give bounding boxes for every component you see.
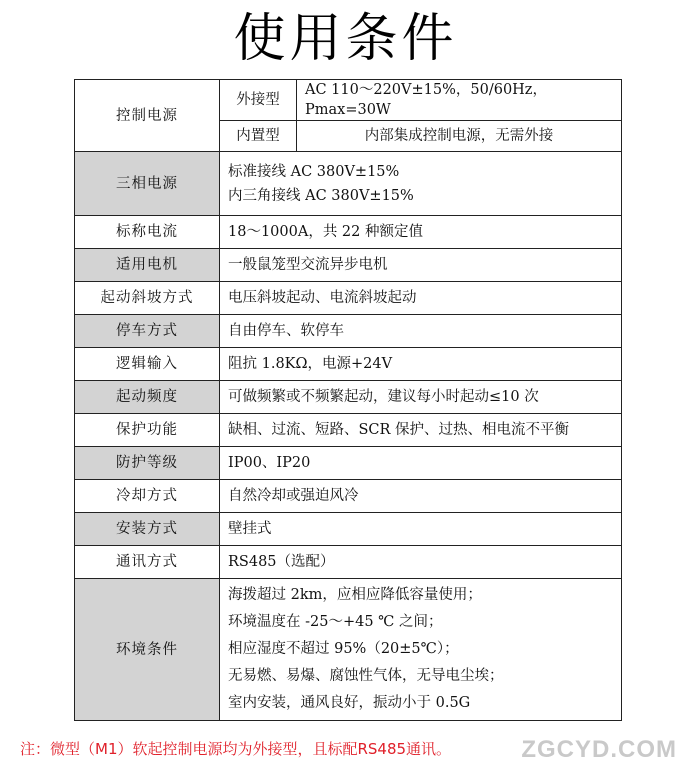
value-external-power: AC 110～220V±15%，50/60Hz，Pmax=30W <box>297 80 622 121</box>
value-rated-current: 18～1000A，共 22 种额定值 <box>220 216 622 249</box>
row-label-start-mode: 起动斜坡方式 <box>75 282 220 315</box>
row-label-comm: 通讯方式 <box>75 546 220 579</box>
value-three-phase <box>220 152 622 216</box>
value-line: 室内安装，通风良好，振动小于 0.5G <box>228 695 471 711</box>
value-start-freq: 可做频繁或不频繁起动，建议每小时起动≤10 次 <box>220 381 622 414</box>
value-line: 相应湿度不超过 95%（20±5℃）； <box>228 641 459 657</box>
value-line: 标准接线 AC 380V±15% <box>228 163 400 180</box>
value-line: 海拨超过 2km，应相应降低容量使用； <box>228 587 482 603</box>
row-label-power-control: 控制电源 <box>75 80 220 152</box>
table-row <box>75 447 622 480</box>
value-stop-mode: 自由停车、软停车 <box>220 315 622 348</box>
row-label-cooling: 冷却方式 <box>75 480 220 513</box>
spec-table <box>74 79 622 721</box>
value-mounting: 壁挂式 <box>220 513 622 546</box>
table-row <box>75 249 622 282</box>
table-row <box>75 414 622 447</box>
value-line: 环境温度在 -25～+45 ℃ 之间； <box>228 614 443 630</box>
value-line: 无易燃、易爆、腐蚀性气体，无导电尘埃； <box>228 668 504 684</box>
value-line: 内三角接线 AC 380V±15% <box>228 187 414 204</box>
sublabel-internal: 内置型 <box>220 121 297 152</box>
row-label-logic-input: 逻辑输入 <box>75 348 220 381</box>
watermark: ZGCYD.COM <box>521 736 677 763</box>
row-label-mounting: 安装方式 <box>75 513 220 546</box>
table-row <box>75 152 622 216</box>
footnote: 注：微型（M1）软起控制电源均为外接型，且标配RS485通讯。 <box>20 740 452 758</box>
page-title: 使用条件 <box>233 9 458 69</box>
value-logic-input: 阻抗 1.8KΩ，电源+24V <box>220 348 622 381</box>
table-row <box>75 546 622 579</box>
row-label-motor: 适用电机 <box>75 249 220 282</box>
value-environment <box>220 579 622 721</box>
table-row <box>75 216 622 249</box>
value-motor: 一般鼠笼型交流异步电机 <box>220 249 622 282</box>
sublabel-external: 外接型 <box>220 80 297 121</box>
row-label-ip-rating: 防护等级 <box>75 447 220 480</box>
table-row <box>75 80 622 121</box>
row-label-protection: 保护功能 <box>75 414 220 447</box>
row-label-three-phase: 三相电源 <box>75 152 220 216</box>
table-row <box>75 513 622 546</box>
table-row <box>75 348 622 381</box>
row-label-stop-mode: 停车方式 <box>75 315 220 348</box>
row-label-environment: 环境条件 <box>75 579 220 721</box>
value-start-mode: 电压斜坡起动、电流斜坡起动 <box>220 282 622 315</box>
value-protection: 缺相、过流、短路、SCR 保护、过热、相电流不平衡 <box>220 414 622 447</box>
row-label-start-freq: 起动频度 <box>75 381 220 414</box>
value-cooling: 自然冷却或强迫风冷 <box>220 480 622 513</box>
value-comm: RS485（选配） <box>220 546 622 579</box>
row-label-rated-current: 标称电流 <box>75 216 220 249</box>
value-internal-power: 内部集成控制电源，无需外接 <box>297 121 622 152</box>
value-ip-rating: IP00、IP20 <box>220 447 622 480</box>
table-row <box>75 579 622 721</box>
table-row <box>75 480 622 513</box>
table-row <box>75 381 622 414</box>
table-row <box>75 315 622 348</box>
table-row <box>75 282 622 315</box>
